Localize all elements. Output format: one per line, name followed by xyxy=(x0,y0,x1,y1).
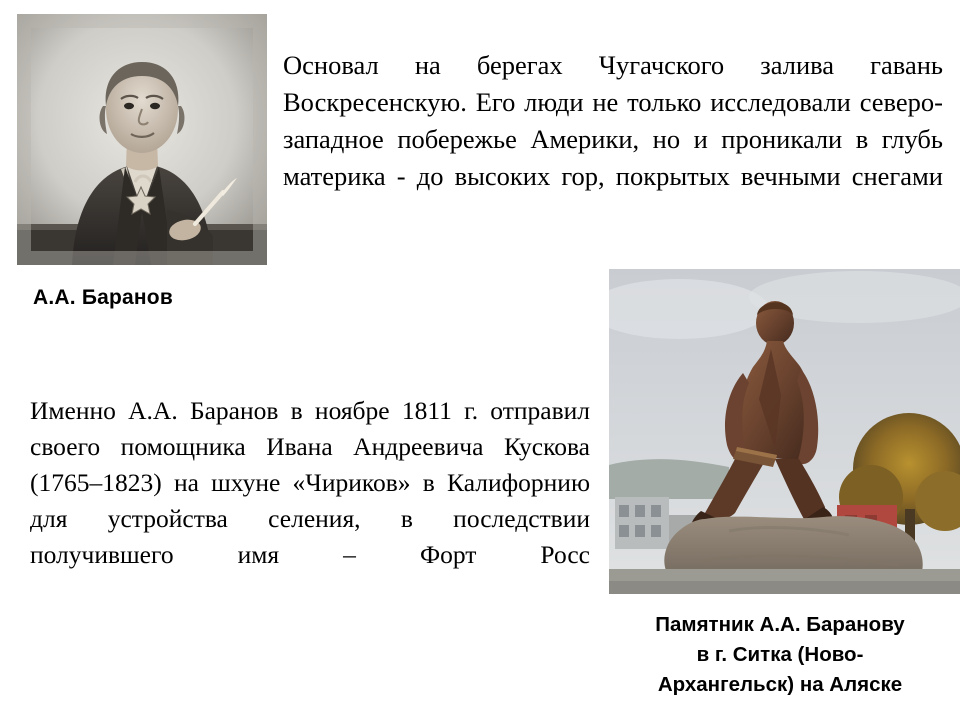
statue-caption xyxy=(600,610,960,700)
paragraph-top: Основал на берегах Чугачского залива гавань Воскресенскую. Его люди не только исследовали северо-западное побережье Америки, но и проникали в глубь материка - до высоких гор, покрытых вечными снегами xyxy=(283,50,943,191)
statue-caption-line-2: в г. Ситка (Ново- xyxy=(696,643,864,666)
statue-caption-line-1: Памятник А.А. Баранову xyxy=(655,613,905,636)
portrait-illustration xyxy=(17,14,267,265)
paragraph-bottom: Именно А.А. Баранов в ноябре 1811 г. отправил своего помощника Ивана Андреевича Кускова (1765–1823) на шхуне «Чириков» в Калифорнию для устройства селения, в последствии получившего имя – Форт Росс xyxy=(30,396,590,569)
statue-caption-line-3: Архангельск) на Аляске xyxy=(657,673,903,696)
statue-image xyxy=(609,269,960,594)
statue-illustration xyxy=(609,269,960,594)
portrait-caption: А.А. Баранов xyxy=(33,286,173,309)
portrait-image xyxy=(17,14,267,265)
